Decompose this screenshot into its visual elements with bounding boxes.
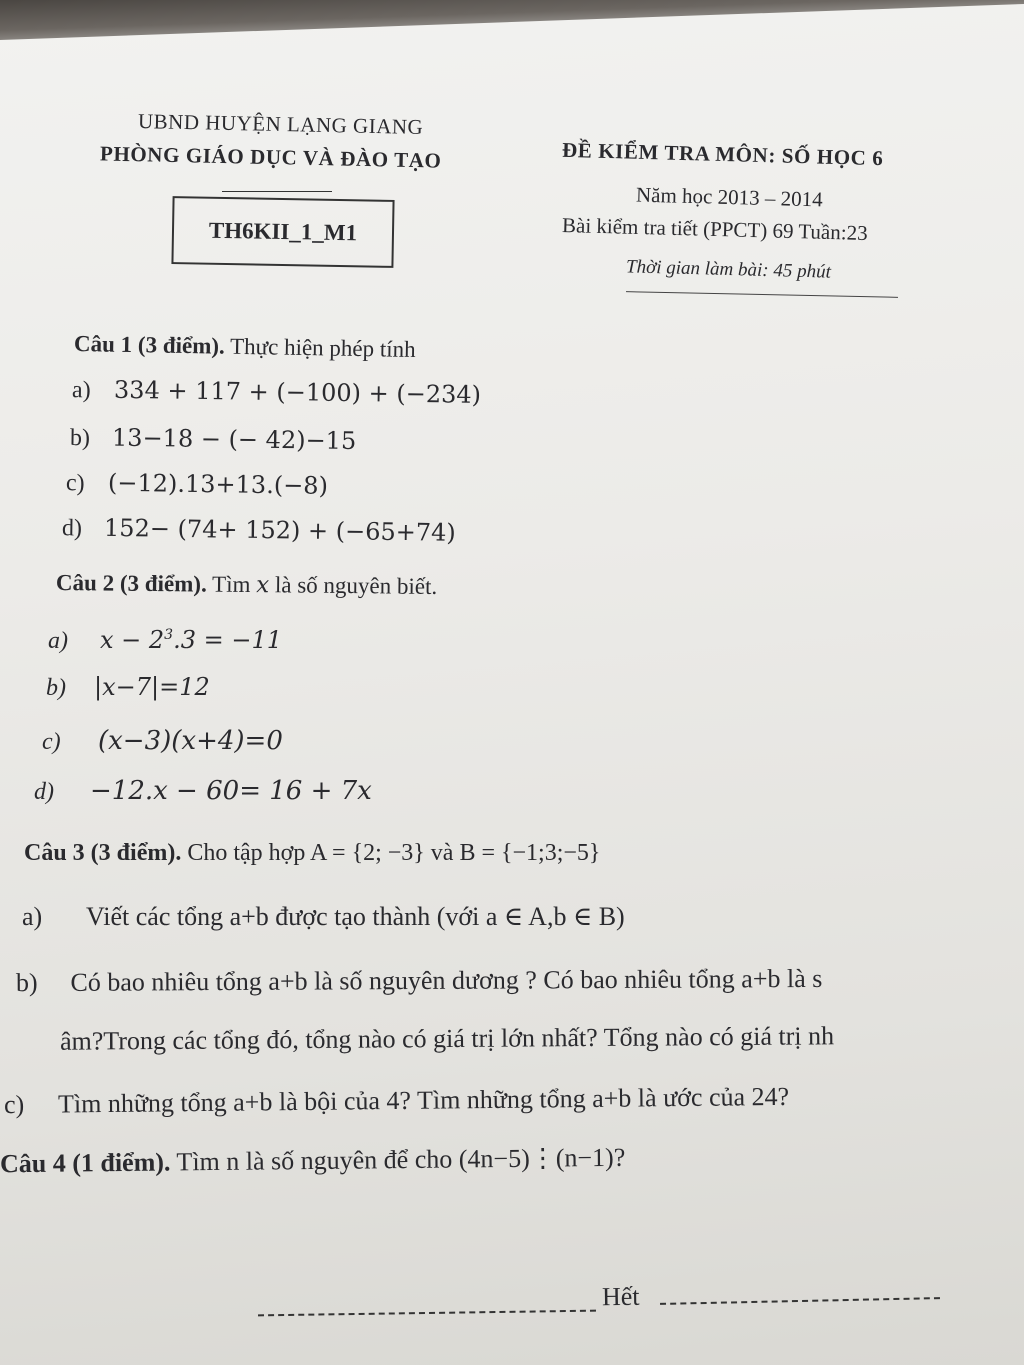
q3-item-a-text: Viết các tổng a+b được tạo thành (với a ∈ A,b ∈ B) xyxy=(86,902,625,931)
question-3-text: Cho tập hợp A = {2; −3} và B = {−1;3;−5} xyxy=(181,840,601,866)
end-marker: Hết xyxy=(601,1281,640,1312)
q1-item-a xyxy=(72,375,481,410)
org-line-1: UBND HUYỆN LẠNG GIANG xyxy=(137,109,424,139)
q2-item-a-label: a) xyxy=(48,628,68,654)
q2-item-c-label: c) xyxy=(42,729,61,755)
q2-item-b-label: b) xyxy=(46,675,66,701)
q2-item-a-exponent: 3 xyxy=(164,627,174,643)
question-2-title xyxy=(56,570,437,600)
q3-item-b xyxy=(16,964,822,998)
org-line-2: PHÒNG GIÁO DỤC VÀ ĐÀO TẠO xyxy=(99,141,442,173)
exam-title: ĐỀ KIỂM TRA MÔN: SỐ HỌC 6 xyxy=(561,137,884,171)
q1-item-b xyxy=(70,423,357,456)
q3-item-c-label: c) xyxy=(3,1089,25,1120)
q3-item-c xyxy=(4,1082,789,1120)
q3-item-b-cont-text: âm?Trong các tổng đó, tổng nào có giá trị lớn nhất? Tổng nào có giá trị nh xyxy=(59,1021,835,1056)
header-right-divider xyxy=(626,291,898,298)
question-2-text-1: Tìm xyxy=(206,571,257,598)
question-3-heading: Câu 3 (3 điểm). xyxy=(24,840,182,866)
q2-item-a-expr-post: .3 = −11 xyxy=(173,626,283,654)
header-divider xyxy=(222,191,332,192)
school-year: Năm học 2013 – 2014 xyxy=(635,182,823,212)
q2-item-c-expr: (x−3)(x+4)=0 xyxy=(98,726,283,756)
question-2-text-2: là số nguyên biết. xyxy=(269,572,438,599)
q2-item-a xyxy=(48,626,282,655)
question-1-heading: Câu 1 (3 điểm). xyxy=(73,331,226,359)
question-1-text: Thực hiện phép tính xyxy=(224,333,416,362)
q1-item-d xyxy=(62,513,456,547)
question-2-heading: Câu 2 (3 điểm). xyxy=(55,570,207,597)
end-dash-left xyxy=(258,1310,596,1317)
q1-item-a-expr: 334 + 117 + (−100) + (−234) xyxy=(113,375,482,409)
q2-item-d-label: d) xyxy=(34,779,54,805)
question-4-heading: Câu 4 (1 điểm). xyxy=(0,1147,171,1179)
q2-item-d xyxy=(34,776,372,806)
q1-item-a-label: a) xyxy=(71,377,91,404)
q1-item-c xyxy=(66,468,328,501)
exam-code-box xyxy=(171,196,394,268)
q3-item-b-text: Có bao nhiêu tổng a+b là số nguyên dương ? Có bao nhiêu tổng a+b là s xyxy=(70,963,823,997)
q3-item-c-text: Tìm những tổng a+b là bội của 4? Tìm những tổng a+b là ước của 24? xyxy=(57,1081,790,1119)
paper-fold-shadow xyxy=(0,0,1024,40)
q1-item-c-label: c) xyxy=(65,470,85,497)
q3-item-b-cont xyxy=(60,1021,834,1056)
q3-item-a-label: a) xyxy=(22,902,43,931)
question-2-var: x xyxy=(256,572,270,599)
duration: Thời gian làm bài: 45 phút xyxy=(625,256,832,283)
q1-item-b-label: b) xyxy=(69,425,91,452)
q1-item-d-expr: 152− (74+ 152) + (−65+74) xyxy=(103,513,456,547)
q1-item-c-expr: (−12).13+13.(−8) xyxy=(107,468,329,500)
question-3-title xyxy=(24,840,600,867)
q3-item-b-label: b) xyxy=(15,967,38,998)
end-dash-right xyxy=(660,1297,940,1305)
q2-item-b-expr: |x−7|=12 xyxy=(94,673,210,701)
q1-item-b-expr: 13−18 − (− 42)−15 xyxy=(111,423,357,455)
q1-item-d-label: d) xyxy=(61,515,83,542)
question-4-text: Tìm n là số nguyên để cho (4n−5)⋮(n−1)? xyxy=(170,1142,626,1177)
exam-code: TH6KII_1_M1 xyxy=(208,217,358,246)
q2-item-b xyxy=(46,673,210,702)
q2-item-c xyxy=(42,726,283,756)
q2-item-d-expr: −12.x − 60= 16 + 7x xyxy=(90,776,372,806)
question-1-title xyxy=(74,331,416,363)
q3-item-a xyxy=(22,902,625,932)
question-4-title xyxy=(0,1143,625,1180)
test-info: Bài kiểm tra tiết (PPCT) 69 Tuần:23 xyxy=(561,213,868,245)
q2-item-a-expr-pre: x − 2 xyxy=(100,626,165,654)
